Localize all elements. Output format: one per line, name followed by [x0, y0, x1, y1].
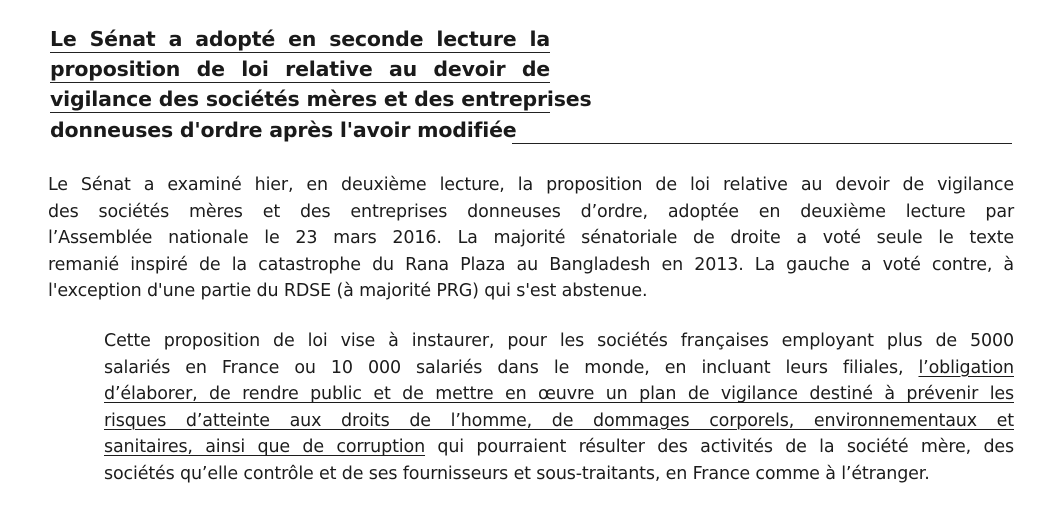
quote-line: sociétés qu’elle contrôle et de ses fournisseurs et sous-traitants, en France comme à l’étranger. [104, 463, 930, 484]
paragraph-line: l'exception d'une partie du RDSE (à majorité PRG) qui s'est abstenue. [48, 281, 648, 302]
underlined-text: sanitaires, ainsi que de corruption [104, 437, 426, 458]
paragraph-line: l’Assemblée nationale le 23 mars 2016. La majorité sénatoriale de droite a voté seule le texte [48, 228, 1014, 249]
quote-line [104, 434, 1014, 461]
headline-line: donneuses d'ordre après l'avoir modifiée [50, 118, 517, 142]
headline-rule [512, 143, 1012, 144]
underlined-line: d’élaborer, de rendre public et de mettre en œuvre un plan de vigilance destiné à prévenir les [104, 384, 1014, 405]
headline-line: Le Sénat a adopté en seconde lecture la [50, 27, 550, 51]
article-paragraph [48, 172, 1014, 305]
paragraph-line: des sociétés mères et des entreprises donneuses d’ordre, adoptée en deuxième lecture par [48, 201, 1014, 222]
quote-text: qui pourraient résulter des activités de la société mère, des [425, 437, 1014, 458]
quoted-paragraph [104, 328, 1014, 488]
paragraph-line: Le Sénat a examiné hier, en deuxième lecture, la proposition de loi relative au devoir de vigilance [48, 175, 1014, 195]
underlined-line: risques d’atteinte aux droits de l’homme, de dommages corporels, environnementaux et [104, 410, 1014, 431]
quote-line: Cette proposition de loi vise à instaurer, pour les sociétés françaises employant plus de 5000 [104, 331, 1014, 351]
article-headline [50, 26, 592, 145]
underlined-text: l’obligation [918, 357, 1014, 378]
headline-line: vigilance des sociétés mères et des entreprises [50, 87, 592, 111]
headline-line: proposition de loi relative au devoir de [50, 57, 550, 81]
quote-text: salariés en France ou 10 000 salariés dans le monde, en incluant leurs filiales, [104, 357, 919, 378]
quote-line [104, 355, 1014, 382]
paragraph-line: remanié inspiré de la catastrophe du Rana Plaza au Bangladesh en 2013. La gauche a voté contre, à [48, 254, 1014, 275]
